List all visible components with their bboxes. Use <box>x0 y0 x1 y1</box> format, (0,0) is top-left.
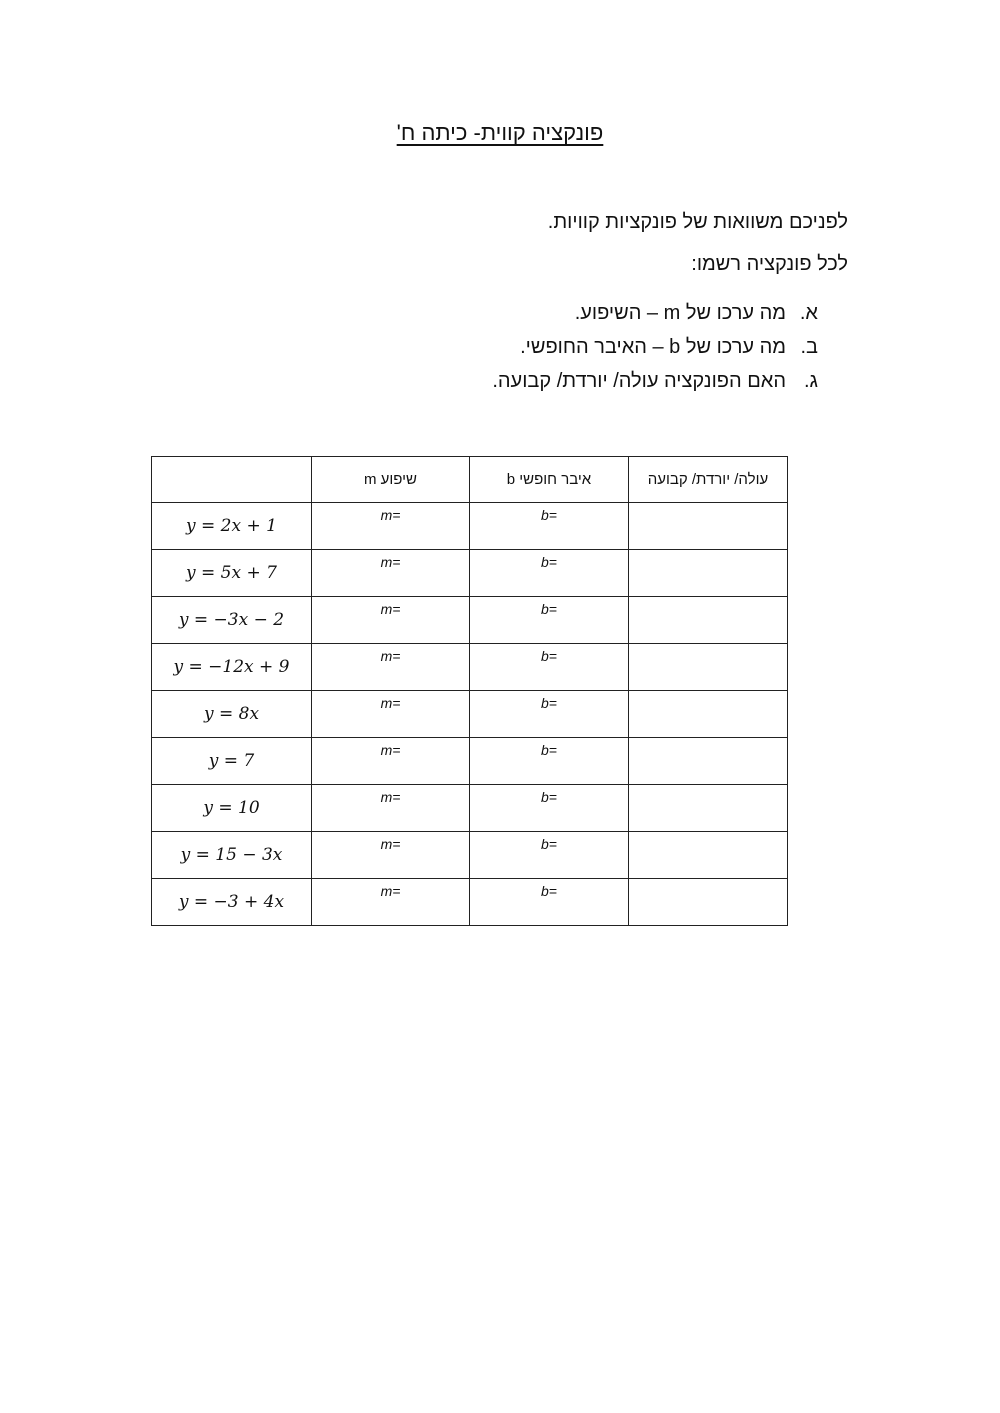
header-direction: עולה/ יורדת/ קבועה <box>629 457 788 503</box>
equation-cell: y = −12x + 9 <box>152 644 312 691</box>
slope-answer-cell[interactable]: m= <box>312 879 470 926</box>
intercept-answer-cell[interactable]: b= <box>470 785 629 832</box>
instruction-item <box>492 364 818 398</box>
table-row <box>152 644 788 691</box>
table-row <box>152 879 788 926</box>
intercept-answer-cell[interactable]: b= <box>470 597 629 644</box>
intercept-answer-cell[interactable]: b= <box>470 738 629 785</box>
page-title: פונקציה קווית- כיתה ח' <box>396 120 604 145</box>
equation-cell: y = 2x + 1 <box>152 503 312 550</box>
intro-text <box>548 210 848 294</box>
instruction-item <box>492 296 818 330</box>
equation-cell: y = −3x − 2 <box>152 597 312 644</box>
worksheet-table <box>151 456 788 926</box>
slope-answer-cell[interactable]: m= <box>312 644 470 691</box>
instruction-text: מה ערכו של b – האיבר החופשי. <box>520 336 786 358</box>
equation-cell: y = 10 <box>152 785 312 832</box>
direction-answer-cell[interactable] <box>629 738 788 785</box>
header-equation <box>152 457 312 503</box>
direction-answer-cell[interactable] <box>629 644 788 691</box>
table-row <box>152 550 788 597</box>
slope-answer-cell[interactable]: m= <box>312 550 470 597</box>
direction-answer-cell[interactable] <box>629 785 788 832</box>
equation-cell: y = 8x <box>152 691 312 738</box>
equation-cell: y = 15 − 3x <box>152 832 312 879</box>
instructions-list <box>492 296 818 398</box>
table-row <box>152 785 788 832</box>
direction-answer-cell[interactable] <box>629 550 788 597</box>
table-row <box>152 738 788 785</box>
instruction-text: מה ערכו של m – השיפוע. <box>574 302 786 324</box>
direction-answer-cell[interactable] <box>629 597 788 644</box>
table-row <box>152 691 788 738</box>
intercept-answer-cell[interactable]: b= <box>470 879 629 926</box>
equation-cell: y = −3 + 4x <box>152 879 312 926</box>
table-header-row <box>152 457 788 503</box>
slope-answer-cell[interactable]: m= <box>312 738 470 785</box>
table-row <box>152 503 788 550</box>
direction-answer-cell[interactable] <box>629 832 788 879</box>
instruction-text: האם הפונקציה עולה/ יורדת/ קבועה. <box>492 370 786 392</box>
direction-answer-cell[interactable] <box>629 503 788 550</box>
intercept-answer-cell[interactable]: b= <box>470 644 629 691</box>
table-row <box>152 832 788 879</box>
slope-answer-cell[interactable]: m= <box>312 691 470 738</box>
slope-answer-cell[interactable]: m= <box>312 597 470 644</box>
intercept-answer-cell[interactable]: b= <box>470 691 629 738</box>
instruction-item <box>492 330 818 364</box>
intro-line-2: לכל פונקציה רשמו: <box>691 253 848 275</box>
slope-answer-cell[interactable]: m= <box>312 785 470 832</box>
table-row <box>152 597 788 644</box>
intercept-answer-cell[interactable]: b= <box>470 503 629 550</box>
slope-answer-cell[interactable]: m= <box>312 503 470 550</box>
instruction-marker: א. <box>799 302 818 324</box>
direction-answer-cell[interactable] <box>629 691 788 738</box>
equation-cell: y = 7 <box>152 738 312 785</box>
slope-answer-cell[interactable]: m= <box>312 832 470 879</box>
direction-answer-cell[interactable] <box>629 879 788 926</box>
instruction-marker: ג. <box>803 370 818 392</box>
intercept-answer-cell[interactable]: b= <box>470 550 629 597</box>
header-intercept: איבר חופשי b <box>470 457 629 503</box>
instruction-marker: ב. <box>800 336 818 358</box>
equation-cell: y = 5x + 7 <box>152 550 312 597</box>
intercept-answer-cell[interactable]: b= <box>470 832 629 879</box>
header-slope: שיפוע m <box>312 457 470 503</box>
intro-line-1: לפניכם משוואות של פונקציות קוויות. <box>547 211 848 233</box>
